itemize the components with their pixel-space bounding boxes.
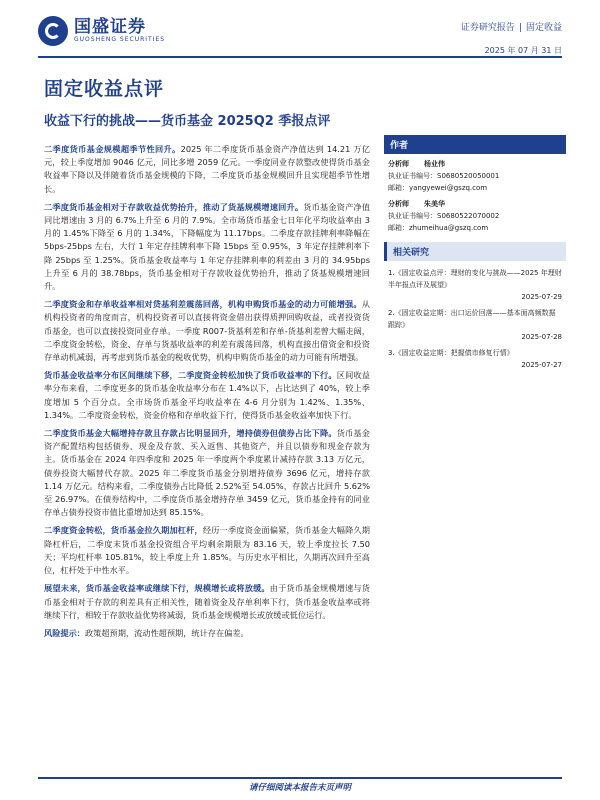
paragraph-text: 由于货币基金规模增速与货币基金相对于存款的利差具有正相关性，随着资金及存单利率下行，货币基金收益率或将继续下行，相较于存款收益优势将减弱，货币基金规模增长或放缓或低位运行。 [44,583,370,620]
cert-label: 执业证书编号： [388,212,437,220]
company-logo [38,16,165,46]
cert-label: 执业证书编号： [388,172,437,180]
paragraph-lead: 二季度货币基金相对于存款收益优势抬升，推动了货基规模增速回升。 [44,201,304,212]
email-label: 邮箱： [388,224,409,232]
paragraph-text: 区间收益率分布来看，二季度更多的货币基金收益率分布在 1.4%以下，占比达到了 40%，较上季度增加 5 个百分点。全市场货币基金平均收益率在 4-6 月分别为 1.42%、1.35%、1.34%。二季度资金转松，资金价格和存单收益下行，使得货币基金收益率加快下行。 [44,370,370,420]
related-item[interactable] [388,267,562,303]
sidebar [384,135,566,375]
report-category: 固定收益 [525,23,562,33]
report-header [0,0,600,62]
related-heading: 相关研究 [384,242,566,261]
related-title[interactable]: 2.《固定收益定期：出口运价回落——基本面高频数据跟踪》 [388,309,556,329]
footer-divider [38,777,562,779]
paragraph-lead: 货币基金收益率分布区间继续下移，二季度资金转松加快了货币收益率的下行。 [44,370,337,381]
report-type: 证券研究报告 [460,23,515,33]
related-date: 2025-07-27 [521,361,562,369]
main-body [44,143,370,645]
cert-number: S0680520050001 [437,172,500,180]
footer-disclaimer: 请仔细阅读本报告末页声明 [248,783,351,793]
analyst-card [384,194,566,234]
paragraph [44,369,370,422]
paragraph-text: 从机构投资者的角度而言，机构投资者可以直接将资金借出获得质押回购收益，或者投资货币基金，也可以直接投资同业存单。一季度 R007-货基利差和存单-货基利差曾大幅走阔，二季度资金转松，资金、存单与货基收益率的利差有震荡回落，机构直接出借资金和投资存单动机减弱，再考虑到货币基金的税收优势，机构申购货币基金的动力可能有所增强。 [44,299,370,363]
analyst-email-link[interactable]: zhumeihua@gszq.com [409,224,489,232]
analyst-name: 杨业伟 [424,160,445,168]
paragraph [44,427,370,519]
risk-lead: 风险提示： [44,627,85,638]
paragraph [44,298,370,364]
risk-text: 政策超预期，流动性超预期，统计存在偏差。 [84,627,249,638]
paragraph-lead: 二季度资金转松，货币基金拉久期加杠杆， [44,525,203,536]
paragraph-lead: 二季度货币基金大幅增持存款且存款占比明显回升，增持债券但债券占比下降。 [44,428,337,439]
paragraph-text: 2025 年二季度货币基金资产净值达到 14.21 万亿元，较上季度增加 9046 亿元，同比多增 2059 亿元。一季度同业存款整改使得货币基金收益率下降以及伴随着货币基金规模的下降，二季度货币基金规模回升且实现超季节性增长。 [44,144,370,194]
related-date: 2025-07-28 [521,333,562,341]
analyst-card [384,154,566,194]
header-separator: | [518,23,522,33]
related-item[interactable] [388,347,562,371]
logo-chinese-name: 国盛证券 [74,17,146,37]
related-item[interactable] [388,307,562,343]
paragraph-lead: 展望未来，货币基金收益率或继续下行，规模增长或将放缓。 [44,583,270,594]
page-title: 固定收益点评 [44,78,165,100]
paragraph-text: 经历一季度资金面偏紧，货币基金大幅降久期降杠杆后，二季度末货币基金投资组合平均剩余期限为 83.16 天，较上季度拉长 7.50 天；平均杠杆率 105.81%，较上季度上升 1.85%。与历史水平相比，久期再次回升至高位，杠杆处于中性水平。 [44,525,370,576]
paragraph-text: 货币基金资产净值同比增速由 3 月的 6.7%上升至 6 月的 7.9%。全市场货币基金七日年化平均收益率由 3 月的 1.45%下降至 6 月的 1.34%，下降幅度为 11.17bps。二季度存款挂牌利率降幅在 5bps-25bps 左右，大行 1 年定存挂牌利率下降 15bps 至 0.95%，3 年定存挂牌利率下降 25bps 至 1.25%。货币基金收益率与 1 年定存挂牌利率的利差由 3 月的 34.95bps 上升至 6 月的 38.78bps，货币基金相对于存款收益优势抬升，推动了货基规模增速回升。 [44,201,370,292]
header-divider [38,56,562,58]
logo-emblem-icon [38,16,68,46]
related-title[interactable]: 3.《固定收益定期：把握债市修复行情》 [388,349,514,357]
authors-heading: 作者 [384,135,566,154]
paragraph [44,143,370,196]
analyst-email-link[interactable]: yangyewei@gszq.com [409,184,488,192]
analyst-role: 分析师 [388,200,409,208]
email-label: 邮箱： [388,184,409,192]
risk-warning [44,627,370,640]
related-title[interactable]: 1.《固定收益点评：理财的变化与挑战——2025 年理财半年报点评及展望》 [388,269,562,289]
page-subtitle: 收益下行的挑战——货币基金 2025Q2 季报点评 [44,114,331,129]
cert-number: S0680522070002 [437,212,500,220]
analyst-name: 朱美华 [424,200,445,208]
paragraph-text: 货币基金资产配置结构包括债券、现金及存款、买入返售、其他资产，并且以债券和现金存款为主。货币基金在 2024 年四季度和 2025 年一季度两个季度累计减持存款 3.13 万亿元，债券投资大幅替代存款。2025 年二季度货币基金分别增持债券 3696 亿元，增持存款 1.14 万亿元。结构来看，二季度债券占比降低 2.52%至 54.05%，存款占比回升 5.62%至 26.97%。在债券结构中，二季度货币基金增持存单 3459 亿元，货币基金持有的同业存单占债券投资市值比重增加达到 85.15%。 [44,428,370,518]
paragraph [44,582,370,622]
paragraph [44,201,370,293]
paragraph-lead: 二季度资金和存单收益率相对贷基利差震荡回落，机构申购货币基金的动力可能增强。 [44,299,362,310]
logo-english-name: GUOSHENG SECURITIES [74,36,166,43]
related-date: 2025-07-29 [521,293,562,301]
related-list [384,261,566,371]
report-date: 2025 年 07 月 31 日 [484,46,562,55]
analyst-role: 分析师 [388,160,409,168]
paragraph [44,524,370,577]
paragraph-lead: 二季度货币基金规模超季节性回升。 [44,144,181,154]
